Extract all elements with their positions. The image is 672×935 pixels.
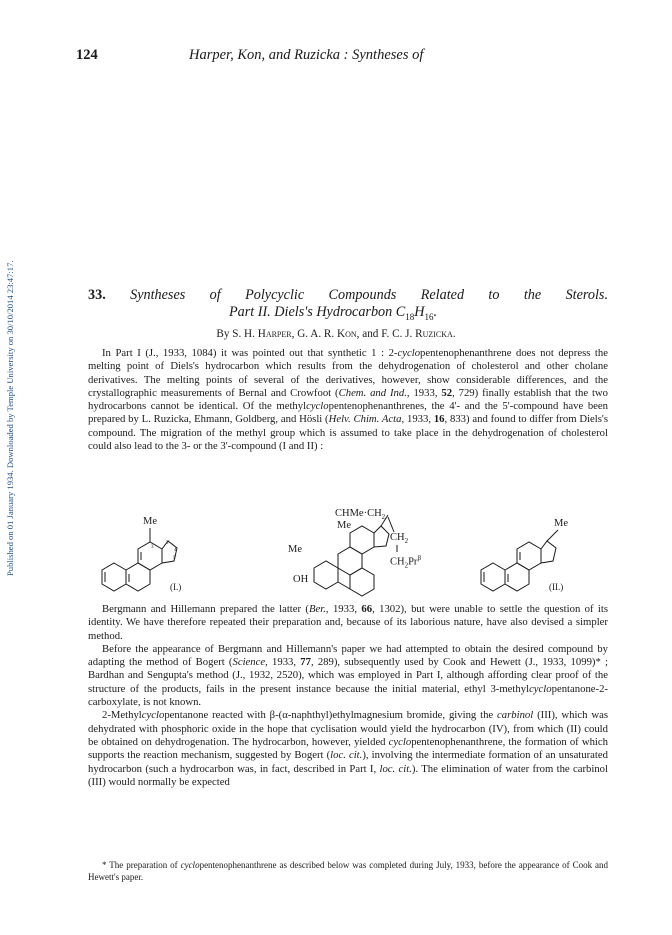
pr-text: Pr — [408, 556, 418, 568]
methyl-label-ii: Me — [554, 518, 568, 529]
ch2-label — [390, 532, 408, 547]
subscript: 2 — [381, 513, 386, 522]
text-run: pentenophenanthrene as described below was completed during July, 1933, before the appearance of Cook and Hewett's paper. — [88, 860, 609, 882]
text-run: 2-Methyl — [102, 709, 142, 722]
side-chain-text: CHMe·CH — [335, 508, 382, 519]
title-line-2 — [88, 304, 608, 326]
methyl-label-i: Me — [143, 516, 157, 527]
author-name: Ruzicka — [415, 328, 453, 340]
author-initials: S. H. — [232, 328, 255, 340]
author-name: Harper — [257, 328, 292, 340]
position-3-prime: 3' — [166, 541, 170, 546]
italic-run: cyclo — [529, 682, 552, 695]
text-run: In Part I (J., 1933, 1084) it was pointed out that synthetic 1 : 2- — [102, 347, 398, 359]
title-line-1 — [88, 287, 608, 304]
hydroxyl-label: OH — [293, 574, 309, 585]
beta-superscript: β — [417, 554, 421, 562]
text-run: , 1933, — [265, 656, 301, 669]
italic-run: Helv. Chim. Acta — [328, 413, 402, 426]
title-word: to — [488, 287, 500, 303]
ch-text: CH — [390, 556, 405, 568]
author-name: Kon — [337, 328, 357, 340]
body-text — [88, 603, 608, 789]
text-run: pentenophenanthrene does not depress the melting point of Diels's hydrocarbon which results from the dehydrogenation of cholesterol and other cholane derivatives. The melting points of several of the derivatives, however, show considerable differences, and the crystallographic measurements of Bernal and Crowfoot ( — [88, 347, 608, 399]
position-3: 3 — [151, 545, 154, 550]
text-run: pentenophenanthrenes, the 4'- and the 5'-compound have been prepared by L. Ruzicka, Ehmann, Goldberg, and Hösli ( — [88, 400, 608, 426]
text-run: pentanone reacted with β-(α-naphthyl)ethylmagnesium bromide, giving the — [164, 709, 498, 722]
italic-run: Chem. and Ind. — [338, 386, 407, 399]
text-run: (III), which was dehydrated with phosphoric oxide in the hope that cyclisation would yield the hydrocarbon (IV), from which (II) could be obtained on dehydrogenation. The hydrocarbon, however, yielded — [88, 709, 608, 748]
by-text: By — [216, 328, 230, 340]
title-end: . — [433, 304, 438, 320]
chemical-structures — [88, 508, 608, 603]
download-notice: Published on 01 January 1934. Downloaded by Temple University on 30/10/2014 23:47:17. — [5, 260, 15, 576]
ch-text: CH — [390, 532, 405, 543]
page-number: 124 — [76, 47, 98, 63]
text-run: , 833) and found to differ from Diels's compound. The migration of the methyl group which is assumed to take place in the dehydrogenation of cholesterol could also lead to the 3- or the 3'-compound (I and II) : — [88, 413, 608, 453]
intro-paragraph — [88, 347, 608, 453]
text-run: , 1933, — [406, 386, 442, 399]
and-text: and — [362, 328, 379, 340]
bold-run: 16 — [433, 413, 445, 426]
italic-run: cyclo — [141, 709, 165, 722]
text-run: ). The elimination of water from the carbinol (III) would normally be expected — [88, 762, 608, 788]
paragraph — [88, 709, 608, 789]
structure-ii-rings — [481, 530, 558, 591]
text-run: , 1933, — [325, 603, 362, 615]
formula-subscript: 16 — [424, 311, 434, 322]
methyl-label-c19: Me — [288, 544, 302, 555]
title-word: of — [209, 287, 221, 303]
title-word: Compounds — [328, 287, 397, 303]
formula-h: H — [414, 304, 425, 320]
bold-run: 52 — [441, 386, 453, 399]
structure-i-rings — [102, 528, 177, 591]
article-title — [88, 287, 608, 326]
running-title: Harper, Kon, and Ruzicka : Syntheses of — [189, 47, 424, 63]
formula-subscript: 18 — [405, 311, 415, 322]
cholesterol-rings — [314, 515, 397, 596]
title-line-2-text: Part II. Diels's Hydrocarbon C — [228, 304, 406, 320]
text-run: Bergmann and Hillemann prepared the latter ( — [102, 603, 309, 615]
text-run: pentanone-2-carboxylate, is not known. — [88, 682, 608, 709]
italic-run: cyclo — [306, 400, 329, 413]
compound-label-ii: (II.) — [549, 582, 564, 592]
italic-run: loc. cit. — [379, 762, 412, 775]
paragraph — [88, 643, 608, 709]
italic-run: cyclo — [388, 735, 412, 748]
title-word: Polycyclic — [245, 287, 305, 303]
bold-run: 66 — [361, 603, 373, 615]
text-run: Before the appearance of Bergmann and Hillemann's paper we had attempted to obtain the desired compound by adapting the method of Bogert ( — [88, 642, 608, 669]
paragraph — [88, 347, 608, 453]
subscript: 2 — [404, 561, 409, 570]
paragraph — [88, 603, 608, 643]
compound-label-i: (I.) — [170, 582, 182, 592]
text-run: , 1302), but were unable to settle the question of its identity. We have therefore repeated their preparation and, because of its laborious nature, have also devised a simpler method. — [88, 603, 609, 642]
text-run: , 289), subsequently used by Cook and Hewett (J., 1933, 1099)* ; Bardhan and Sengupta's method (J., 1932, 2520), which was employed in Part I, although affording clear proof of the structure of the products, fails in the present instance because the initial material, ethyl 3-methyl — [88, 656, 608, 695]
subscript: 2 — [404, 537, 409, 546]
article-number: 33. — [88, 287, 106, 303]
text-run: ), involving the intermediate formation of an unsaturated hydrocarbon (such a hydrocarbon was, in fact, described in Part I, — [88, 749, 608, 775]
title-word: Syntheses — [130, 287, 186, 303]
title-word: the — [523, 287, 542, 303]
text-run: , 1933, — [401, 413, 434, 426]
author-initials: F. C. J. — [381, 328, 413, 340]
title-word: Related — [420, 287, 465, 303]
text-run: * The preparation of — [102, 860, 181, 870]
text-run: , 729) finally establish that the two hydrocarbons cannot be identical. Of the methyl — [88, 386, 608, 413]
author-initials: G. A. R. — [297, 328, 335, 340]
text-run: pentenophenanthrene, the formation of which supports the reaction mechanism, suggested by Bogert ( — [88, 735, 608, 762]
title-word: Sterols. — [565, 287, 608, 303]
italic-run: carbinol — [497, 709, 534, 722]
position-5-prime: 5' — [173, 556, 177, 561]
footnote — [88, 860, 608, 883]
methyl-label-c18: Me — [337, 520, 351, 531]
position-4-prime: 4' — [174, 548, 178, 553]
italic-run: cyclo — [180, 860, 200, 870]
italic-run: Science — [232, 656, 266, 669]
bold-run: 77 — [300, 656, 311, 669]
italic-run: Ber. — [309, 603, 326, 615]
ch2-pr-label — [390, 553, 421, 572]
author-line: By S. H. Harper, G. A. R. Kon, and F. C. J. Ruzicka. — [216, 328, 456, 340]
italic-run: cyclo — [397, 347, 421, 359]
italic-run: loc. cit. — [330, 749, 363, 762]
